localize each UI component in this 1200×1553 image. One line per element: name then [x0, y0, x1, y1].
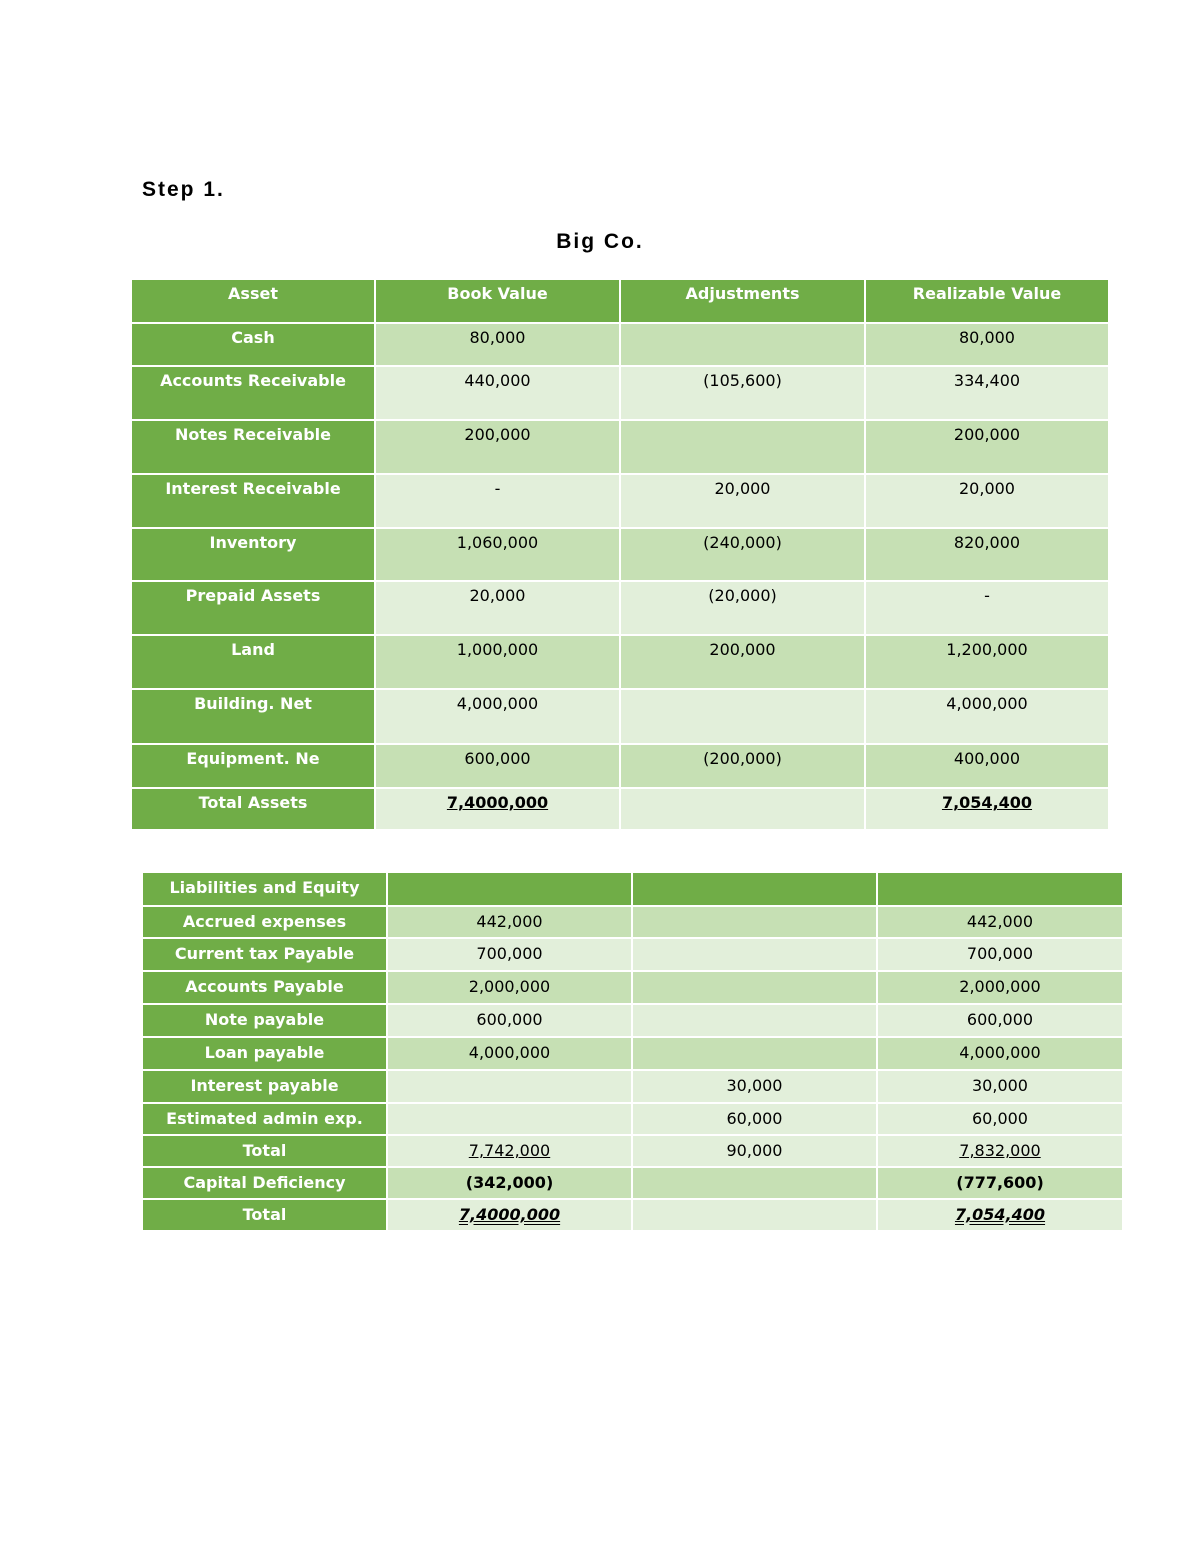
grand-total-book-value: 7,4000,000 — [458, 1205, 561, 1224]
table-row — [142, 1070, 1123, 1103]
book-value-cell: 600,000 — [375, 744, 620, 788]
row-label: Equipment. Ne — [131, 744, 375, 788]
table-row — [131, 581, 1109, 635]
book-value-cell — [387, 1135, 632, 1167]
adjustment-cell — [620, 323, 865, 366]
total-row — [142, 1135, 1123, 1167]
realizable-value-cell: 4,000,000 — [877, 1037, 1123, 1070]
total-book-value: 7,742,000 — [468, 1141, 551, 1160]
row-label: Prepaid Assets — [131, 581, 375, 635]
deficiency-realizable-value: (777,600) — [956, 1173, 1044, 1192]
liabilities-header-row — [142, 872, 1123, 906]
table-row — [142, 906, 1123, 938]
grand-total-row — [142, 1199, 1123, 1231]
book-value-cell: 700,000 — [387, 938, 632, 971]
header-adjustments: Adjustments — [620, 279, 865, 323]
realizable-value-cell — [877, 1167, 1123, 1199]
book-value-cell — [387, 1070, 632, 1103]
adjustment-cell — [632, 1037, 877, 1070]
adjustment-cell — [632, 971, 877, 1004]
book-value-cell: - — [375, 474, 620, 528]
book-value-cell: 4,000,000 — [387, 1037, 632, 1070]
adjustment-cell: (20,000) — [620, 581, 865, 635]
realizable-value-cell: 60,000 — [877, 1103, 1123, 1135]
row-label: Cash — [131, 323, 375, 366]
adjustment-cell — [632, 1167, 877, 1199]
grand-total-realizable-value: 7,054,400 — [954, 1205, 1046, 1224]
row-label: Building. Net — [131, 689, 375, 744]
row-label: Inventory — [131, 528, 375, 581]
adjustment-cell: 20,000 — [620, 474, 865, 528]
book-value-cell: 80,000 — [375, 323, 620, 366]
book-value-cell — [387, 1199, 632, 1231]
capital-deficiency-row — [142, 1167, 1123, 1199]
adjustment-cell — [632, 938, 877, 971]
adjustment-cell — [632, 906, 877, 938]
header-asset: Asset — [131, 279, 375, 323]
realizable-value-cell: 442,000 — [877, 906, 1123, 938]
book-value-cell: 20,000 — [375, 581, 620, 635]
realizable-value-cell: 1,200,000 — [865, 635, 1109, 689]
table-row — [131, 689, 1109, 744]
asset-header-row — [131, 279, 1109, 323]
realizable-value-cell: - — [865, 581, 1109, 635]
table-row — [142, 938, 1123, 971]
adjustment-cell — [620, 788, 865, 830]
asset-table — [130, 278, 1110, 831]
row-label: Current tax Payable — [142, 938, 387, 971]
table-row — [142, 1037, 1123, 1070]
row-label: Capital Deficiency — [142, 1167, 387, 1199]
table-row — [142, 1103, 1123, 1135]
liabilities-table — [141, 871, 1124, 1232]
adjustment-cell: 30,000 — [632, 1070, 877, 1103]
row-label: Loan payable — [142, 1037, 387, 1070]
table-row — [131, 744, 1109, 788]
total-realizable-value: 7,054,400 — [941, 793, 1033, 812]
book-value-cell — [387, 1167, 632, 1199]
total-row — [131, 788, 1109, 830]
adjustment-cell — [632, 1199, 877, 1231]
adjustment-cell: (240,000) — [620, 528, 865, 581]
book-value-cell: 2,000,000 — [387, 971, 632, 1004]
book-value-cell — [375, 788, 620, 830]
row-label: Land — [131, 635, 375, 689]
adjustment-cell: 60,000 — [632, 1103, 877, 1135]
adjustment-cell — [632, 1004, 877, 1037]
row-label: Total — [142, 1199, 387, 1231]
table-row — [142, 971, 1123, 1004]
table-row — [131, 528, 1109, 581]
total-realizable-value: 7,832,000 — [959, 1141, 1041, 1160]
book-value-cell: 600,000 — [387, 1004, 632, 1037]
book-value-cell: 440,000 — [375, 366, 620, 420]
realizable-value-cell: 700,000 — [877, 938, 1123, 971]
book-value-cell: 1,060,000 — [375, 528, 620, 581]
realizable-value-cell: 4,000,000 — [865, 689, 1109, 744]
header-realizable-value: Realizable Value — [865, 279, 1109, 323]
adjustment-cell: (200,000) — [620, 744, 865, 788]
company-title: Big Co. — [556, 230, 644, 253]
book-value-cell: 4,000,000 — [375, 689, 620, 744]
realizable-value-cell — [865, 788, 1109, 830]
row-label: Total — [142, 1135, 387, 1167]
realizable-value-cell: 2,000,000 — [877, 971, 1123, 1004]
row-label: Total Assets — [131, 788, 375, 830]
header-liabilities-equity: Liabilities and Equity — [142, 872, 387, 906]
realizable-value-cell — [877, 1135, 1123, 1167]
header-book-value: Book Value — [375, 279, 620, 323]
realizable-value-cell: 80,000 — [865, 323, 1109, 366]
realizable-value-cell: 400,000 — [865, 744, 1109, 788]
row-label: Accounts Receivable — [131, 366, 375, 420]
table-row — [142, 1004, 1123, 1037]
table-row — [131, 635, 1109, 689]
realizable-value-cell: 334,400 — [865, 366, 1109, 420]
table-row — [131, 474, 1109, 528]
row-label: Accrued expenses — [142, 906, 387, 938]
realizable-value-cell: 30,000 — [877, 1070, 1123, 1103]
table-row — [131, 323, 1109, 366]
realizable-value-cell: 200,000 — [865, 420, 1109, 474]
row-label: Note payable — [142, 1004, 387, 1037]
book-value-cell: 1,000,000 — [375, 635, 620, 689]
step-label: Step 1. — [142, 178, 225, 201]
book-value-cell: 200,000 — [375, 420, 620, 474]
adjustment-cell: (105,600) — [620, 366, 865, 420]
adjustment-cell — [620, 689, 865, 744]
realizable-value-cell: 600,000 — [877, 1004, 1123, 1037]
realizable-value-cell: 20,000 — [865, 474, 1109, 528]
total-book-value: 7,4000,000 — [446, 793, 549, 812]
book-value-cell: 442,000 — [387, 906, 632, 938]
row-label: Estimated admin exp. — [142, 1103, 387, 1135]
row-label: Interest Receivable — [131, 474, 375, 528]
realizable-value-cell — [877, 1199, 1123, 1231]
book-value-cell — [387, 1103, 632, 1135]
table-row — [131, 366, 1109, 420]
realizable-value-cell: 820,000 — [865, 528, 1109, 581]
adjustment-cell: 90,000 — [632, 1135, 877, 1167]
row-label: Notes Receivable — [131, 420, 375, 474]
adjustment-cell: 200,000 — [620, 635, 865, 689]
adjustment-cell — [620, 420, 865, 474]
row-label: Interest payable — [142, 1070, 387, 1103]
deficiency-book-value: (342,000) — [465, 1173, 554, 1192]
table-row — [131, 420, 1109, 474]
row-label: Accounts Payable — [142, 971, 387, 1004]
